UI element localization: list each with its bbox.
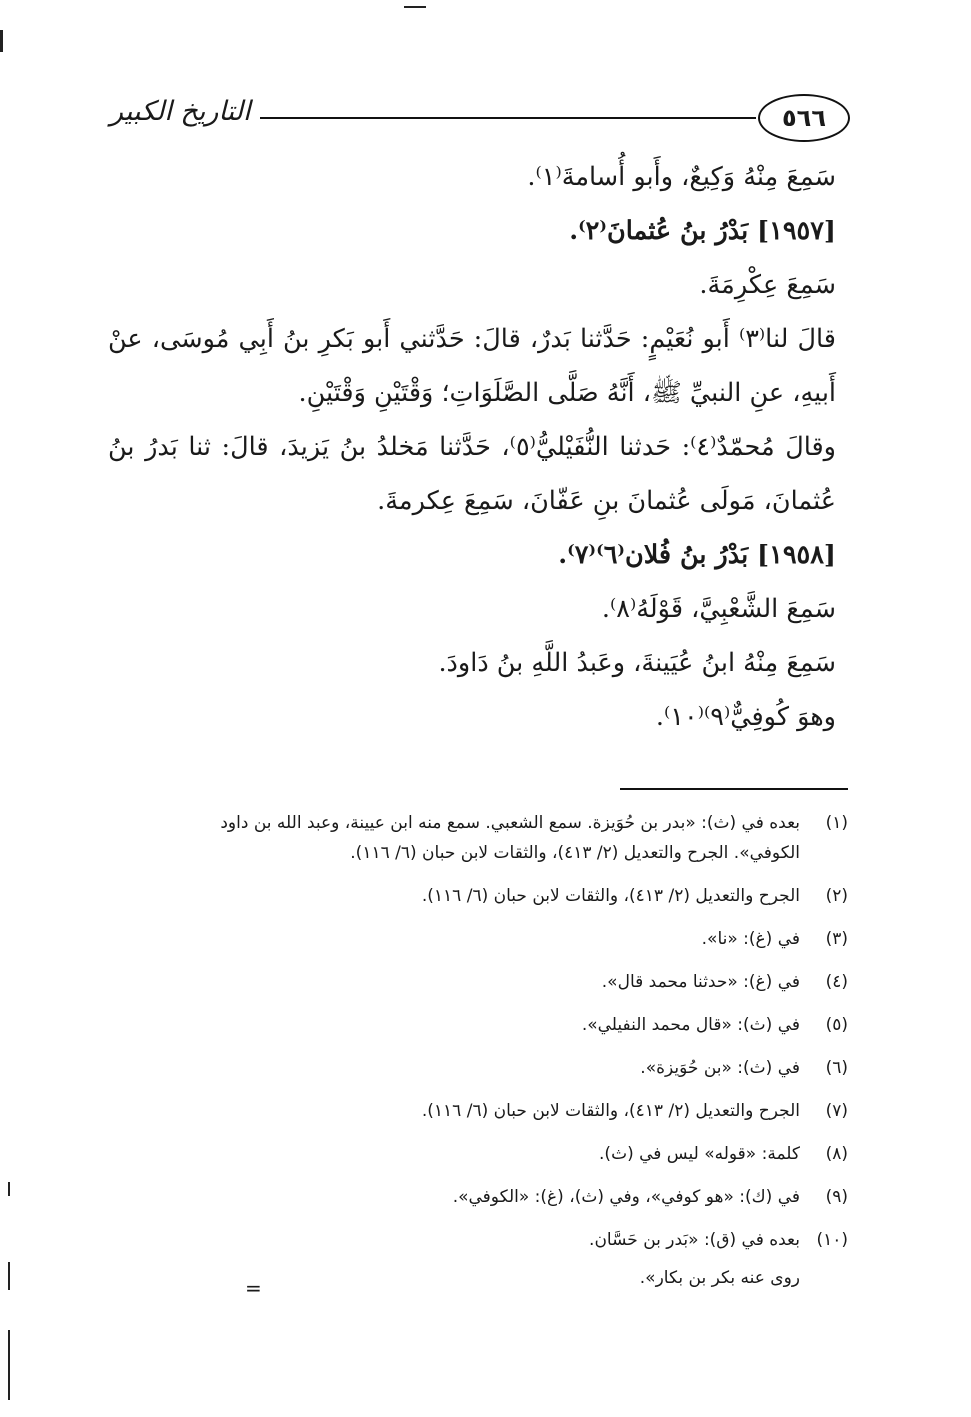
- footnote: [108, 1182, 848, 1212]
- scan-edge-mark: [8, 1330, 10, 1400]
- text-line: أَبيهِ، عنِ النبيِّ ﷺ، أَنَّهُ صَلَّى الصَّلَوَاتِ؛ وَقْتَيْنِ وَقْتَيْنِ.: [298, 378, 836, 408]
- scan-top-mark: [404, 6, 426, 8]
- scan-edge-mark: [0, 30, 3, 52]
- footnote-text: في (ك): «هو كوفي»، وفي (ث)، (غ): «الكوفي».: [452, 1187, 800, 1207]
- text-line: عُثمانَ، مَولَى عُثمانَ بنِ عَفّانَ، سَمِعَ عِكرمةَ.: [377, 486, 836, 516]
- scan-edge-mark: [8, 1182, 10, 1196]
- footnote-text: الجرح والتعديل (٢/ ٤١٣)، والثقات لابن حبان (٦/ ١١٦).: [421, 886, 800, 906]
- footnote: [108, 1010, 848, 1040]
- footnote-text: بعده في (ث): «بدر بن حُوَيزة. سمع الشعبي. سمع منه ابن عيينة، وعبد الله بن داود: [220, 813, 800, 833]
- footnote: [108, 1225, 848, 1293]
- footnote-number: (٧): [825, 1101, 848, 1121]
- footnote-number: (٢): [825, 886, 848, 906]
- footnote-text: كلمة: «قوله» ليس في (ث).: [599, 1144, 800, 1164]
- scan-edge-mark: [8, 1262, 10, 1290]
- text-line: قالَ لنا⁽٣⁾ أَبو نُعَيْمٍ: حَدَّثنا بَدرٌ، قالَ: حَدَّثني أَبو بَكرِ بنُ أَبِي مُوسَى، عنْ: [108, 324, 836, 354]
- text-line: سَمِعَ مِنْهُ ابنُ عُيَينةَ، وعَبدُ اللَّهِ بنُ دَاودَ.: [438, 648, 836, 678]
- footnote: [108, 808, 848, 868]
- text-line: سَمِعَ مِنْهُ وَكِيعٌ، وأَبو أُسامةَ⁽١⁾.: [527, 162, 836, 192]
- book-title: التاريخ الكبير: [110, 96, 251, 127]
- footnote-text: بعده في (ق): «بَدر بن حَسَّان.: [589, 1230, 800, 1250]
- footnote-number: (٦): [825, 1058, 848, 1078]
- footnote-number: (٨): [825, 1144, 848, 1164]
- text-line: وقالَ مُحمّدٌ⁽٤⁾: حَدثنا النُّفَيْليُّ⁽٥⁾، حَدَّثنا مَخلدُ بنُ يَزيدَ، قالَ: ثنا بَدرُ بنُ: [108, 432, 836, 462]
- footnote-text: الجرح والتعديل (٢/ ٤١٣)، والثقات لابن حبان (٦/ ١١٦).: [421, 1101, 800, 1121]
- footnote-text: في (غ): «حدثنا محمد قال».: [601, 972, 800, 992]
- footnote: [108, 1053, 848, 1083]
- footnote-continuation: الكوفي». الجرح والتعديل (٢/ ٤١٣)، والثقات لابن حبان (٦/ ١١٦).: [350, 843, 800, 863]
- footnote: [108, 1096, 848, 1126]
- footnote-separator: [620, 788, 848, 790]
- footnote-number: (٣): [825, 929, 848, 949]
- text-line: سَمِعَ الشَّعْبِيَّ، قَوْلَهُ⁽٨⁾.: [601, 594, 836, 624]
- footnote: [108, 881, 848, 911]
- text-line: وهوَ كُوفِيٌّ⁽٩⁾⁽١٠⁾.: [655, 702, 836, 732]
- page-header: [110, 92, 850, 148]
- text-line: سَمِعَ عِكْرِمَةَ.: [699, 270, 836, 300]
- footnote-number: (١٠): [816, 1230, 848, 1250]
- footnotes: [108, 808, 848, 1293]
- header-rule: [260, 117, 756, 119]
- entry-heading: [١٩٥٨] بَدْرُ بنُ فُلان⁽٦⁾⁽٧⁾.: [558, 540, 836, 570]
- footnote-continuation: روى عنه بكر بن بكار».: [639, 1268, 800, 1288]
- footnote: [108, 967, 848, 997]
- footnote: [108, 924, 848, 954]
- page-number: [758, 94, 850, 142]
- footnote-number: (٥): [825, 1015, 848, 1035]
- footnote-text: في (ث): «بن حُوَيزة».: [640, 1058, 800, 1078]
- continuation-mark: =: [245, 1276, 262, 1300]
- footnote-number: (١): [825, 813, 848, 833]
- footnote-text: في (غ): «نا».: [701, 929, 800, 949]
- footnote-number: (٩): [825, 1187, 848, 1207]
- page-number-text: ٥٦٦: [782, 104, 826, 132]
- footnote: [108, 1139, 848, 1169]
- main-text: [108, 150, 836, 744]
- entry-heading: [١٩٥٧] بَدْرُ بنُ عُثمانَ⁽٢⁾.: [569, 216, 836, 246]
- footnote-text: في (ث): «قال محمد النفيلي».: [581, 1015, 800, 1035]
- footnote-number: (٤): [825, 972, 848, 992]
